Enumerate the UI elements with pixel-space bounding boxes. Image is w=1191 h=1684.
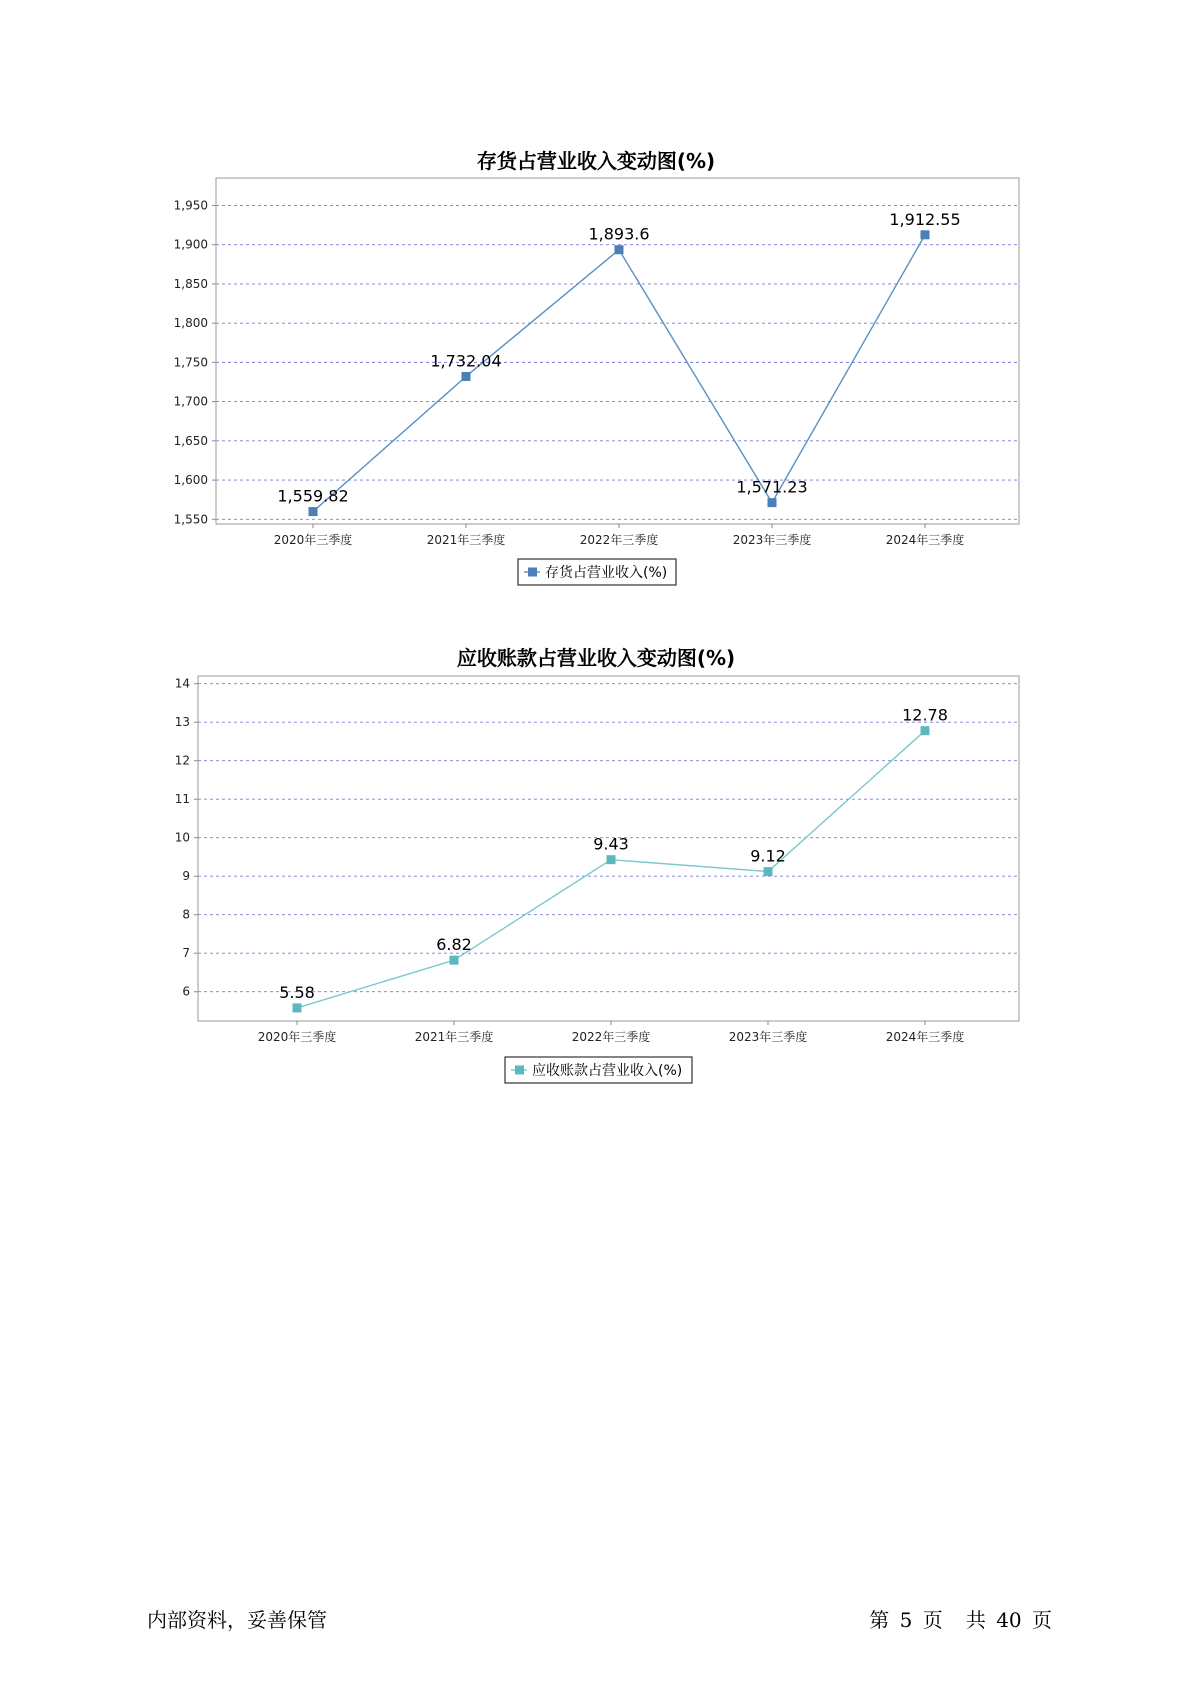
footer-total-unit: 页: [1032, 1608, 1052, 1632]
x-tick-label: 2021年三季度: [426, 533, 506, 547]
chart-title: 存货占营业收入变动图(%): [476, 149, 716, 173]
footer-page-number: 5: [899, 1608, 913, 1632]
y-tick-label: 6: [182, 984, 190, 999]
legend-label: 存货占营业收入(%): [545, 565, 668, 581]
chart-title: 应收账款占营业收入变动图(%): [456, 646, 736, 670]
y-tick-label: 1,750: [173, 355, 208, 370]
y-tick-label: 12: [174, 753, 190, 768]
footer-page-info: [867, 1604, 1054, 1633]
y-tick-label: 9: [182, 869, 190, 884]
x-tick-label: 2021年三季度: [414, 1030, 494, 1044]
y-tick-label: 1,600: [173, 473, 208, 488]
y-tick-label: 1,950: [173, 198, 208, 213]
y-tick-label: 11: [174, 792, 190, 807]
x-tick-label: 2024年三季度: [885, 1030, 965, 1044]
y-tick-label: 1,700: [173, 394, 208, 409]
x-tick-label: 2024年三季度: [885, 533, 965, 547]
data-label: 5.58: [279, 982, 315, 1002]
legend-label: 应收账款占营业收入(%): [532, 1063, 683, 1079]
y-tick-label: 1,650: [173, 433, 208, 448]
data-label: 1,893.6: [588, 224, 650, 244]
data-label: 1,732.04: [430, 351, 502, 371]
y-tick-label: 1,550: [173, 512, 208, 527]
footer-confidential-note: 内部资料，妥善保管: [147, 1608, 327, 1632]
y-tick-label: 10: [174, 830, 190, 845]
footer-total-pages: 40: [996, 1608, 1022, 1632]
y-tick-label: 13: [174, 715, 190, 730]
data-label: 1,559.82: [277, 486, 349, 506]
x-tick-label: 2022年三季度: [579, 533, 659, 547]
y-tick-label: 1,800: [173, 316, 208, 331]
data-point: [607, 855, 616, 864]
x-tick-label: 2020年三季度: [257, 1030, 337, 1044]
y-tick-label: 1,900: [173, 237, 208, 252]
data-label: 9.43: [593, 834, 629, 854]
data-point: [921, 726, 930, 735]
footer-page-unit: 页: [922, 1608, 943, 1632]
series-line: [297, 731, 925, 1008]
x-tick-label: 2022年三季度: [571, 1030, 651, 1044]
data-label: 12.78: [902, 705, 948, 725]
x-tick-label: 2023年三季度: [728, 1030, 808, 1044]
data-label: 9.12: [750, 846, 786, 866]
legend-marker: [515, 1066, 524, 1075]
x-tick-label: 2023年三季度: [732, 533, 812, 547]
x-tick-label: 2020年三季度: [273, 533, 353, 547]
y-tick-label: 8: [182, 907, 190, 922]
data-point: [450, 956, 459, 965]
y-tick-label: 1,850: [173, 276, 208, 291]
data-point: [764, 867, 773, 876]
footer-total-prefix: 共: [965, 1608, 986, 1632]
data-point: [293, 1003, 302, 1012]
y-tick-label: 14: [174, 676, 190, 691]
data-label: 1,912.55: [889, 209, 961, 229]
data-label: 1,571.23: [736, 477, 808, 497]
y-tick-label: 7: [182, 946, 190, 961]
data-label: 6.82: [436, 935, 472, 955]
footer-page-prefix: 第: [869, 1608, 890, 1632]
